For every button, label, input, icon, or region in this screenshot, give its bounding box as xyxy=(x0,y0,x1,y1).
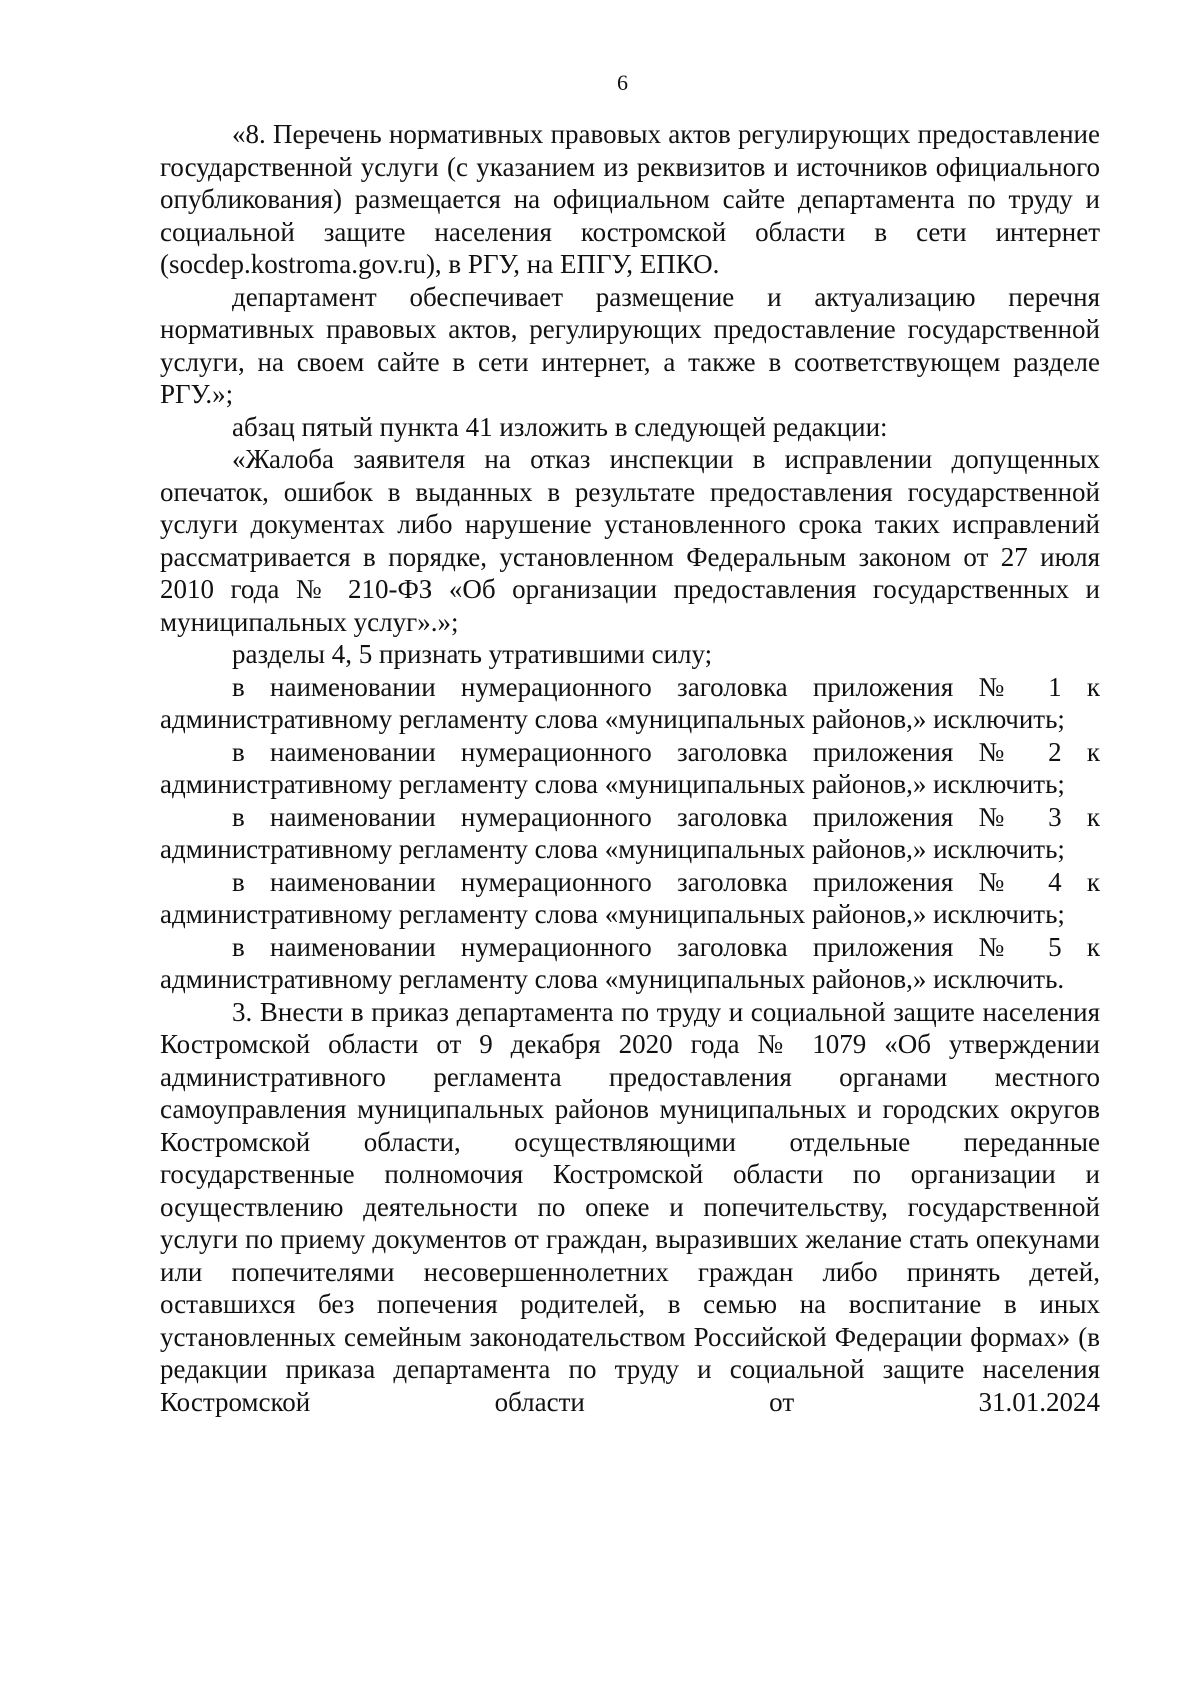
document-body xyxy=(160,118,1100,1418)
page-number: 6 xyxy=(617,70,628,95)
paragraph-item-8-legal-acts: «8. Перечень нормативных правовых актов регулирующих предоставление государственной услуги (с указанием из реквизитов и источников официального опубликования) размещается на официальном сайте департамента по труду и социальной защите населения костромской области в сети интернет (socdep.kostroma.gov.ru), в РГУ, на ЕПГУ, ЕПКО. xyxy=(160,119,1100,279)
paragraph-appendix-1: в наименовании нумерационного заголовка приложения № 1 к административному регламенту слова «муниципальных районов,» исключить; xyxy=(160,671,1100,734)
paragraph-appendix-2: в наименовании нумерационного заголовка приложения № 2 к административному регламенту слова «муниципальных районов,» исключить; xyxy=(160,736,1100,799)
paragraph-appendix-4: в наименовании нумерационного заголовка приложения № 4 к административному регламенту слова «муниципальных районов,» исключить; xyxy=(160,866,1100,929)
paragraph-complaint-text: «Жалоба заявителя на отказ инспекции в исправлении допущенных опечаток, ошибок в выданных в результате предоставления государственной услуги документах либо нарушение установленного срока таких исправлений рассматривается в порядке, установленном Федеральным законом от 27 июля 2010 года № 210-ФЗ «Об организации предоставления государственных и муниципальных услуг».»; xyxy=(160,444,1100,637)
paragraph-appendix-5: в наименовании нумерационного заголовка приложения № 5 к административному регламенту слова «муниципальных районов,» исключить. xyxy=(160,931,1100,994)
paragraph-department-duties: департамент обеспечивает размещение и актуализацию перечня нормативных правовых актов, регулирующих предоставление государственной услуги, на своем сайте в сети интернет, а также в соответствующем разделе РГУ.»; xyxy=(160,281,1100,409)
paragraph-sections-repealed: разделы 4, 5 признать утратившими силу; xyxy=(232,639,713,669)
paragraph-amend-point-41: абзац пятый пункта 41 изложить в следующей редакции: xyxy=(232,411,888,442)
paragraph-appendix-3: в наименовании нумерационного заголовка приложения № 3 к административному регламенту слова «муниципальных районов,» исключить; xyxy=(160,801,1100,864)
paragraph-item-3-order-amendment: 3. Внести в приказ департамента по труду и социальной защите населения Костромской области от 9 декабря 2020 года № 1079 «Об утверждении административного регламента предоставления органами местного самоуправления муниципальных районов муниципальных и городских округов Костромской области, осуществляющими отдельные переданные государственные полномочия Костромской области по организации и осуществлению деятельности по опеке и попечительству, государственной услуги по приему документов от граждан, выразивших желание стать опекунами или попечителями несовершеннолетних граждан либо принять детей, оставшихся без попечения родителей, в семью на воспитание в иных установленных семейным законодательством Российской Федерации формах» (в редакции приказа департамента по труду и социальной защите населения Костромской области от 31.01.2024 xyxy=(160,996,1100,1417)
